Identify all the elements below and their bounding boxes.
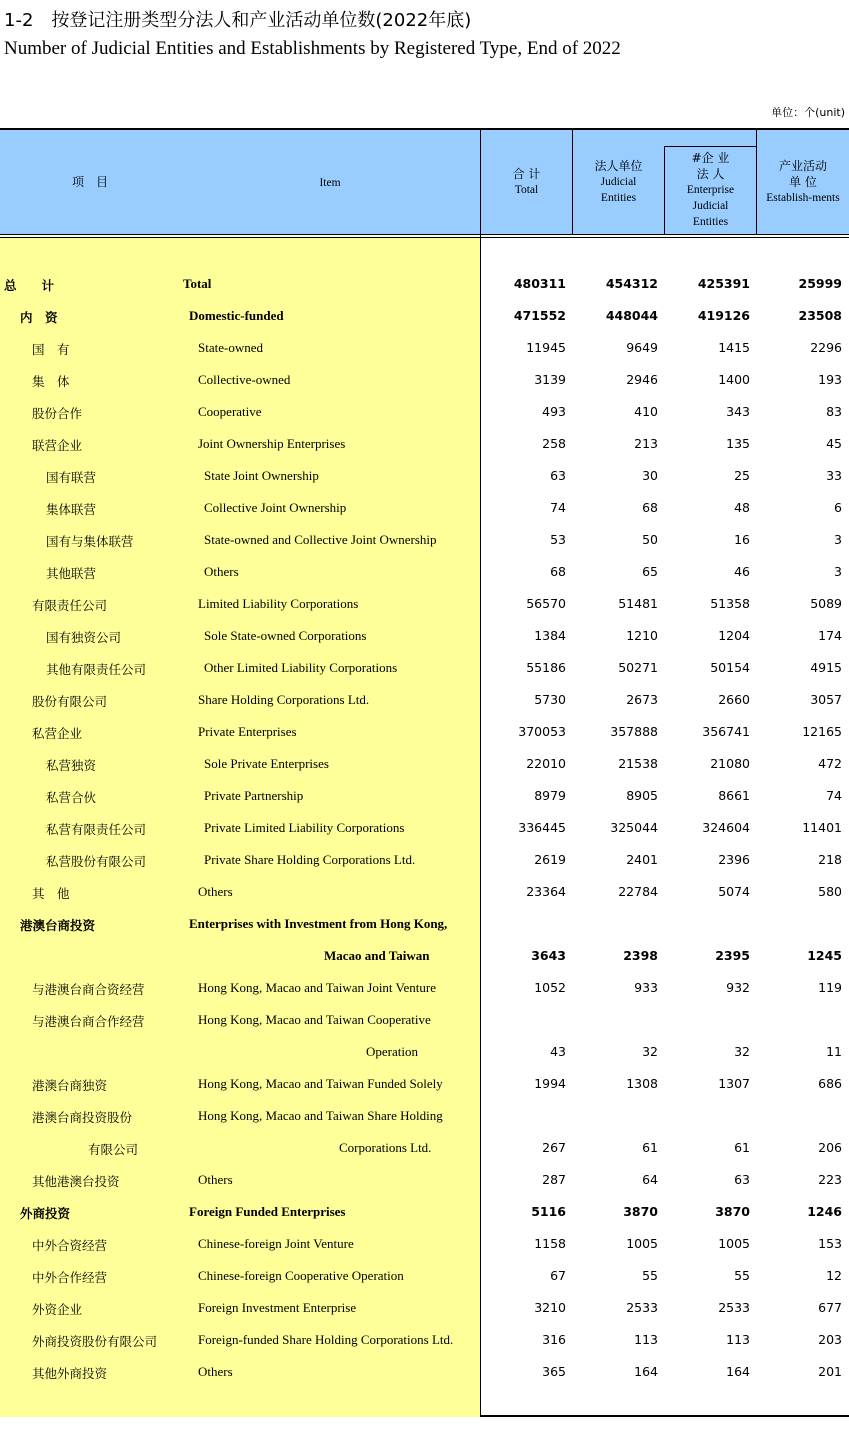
table-row [0,1356,849,1388]
cell-total: 267 [542,1140,566,1155]
table-row [0,1292,849,1324]
cell-total: 287 [542,1172,566,1187]
cell-enterprise-judicial-entities: 48 [734,500,750,515]
table-row [0,1100,849,1132]
cell-total: 3643 [531,948,566,963]
cell-judicial-entities: 454312 [605,276,658,291]
header-judicial: 法人单位 Judicial Entities [594,159,643,204]
row-label-en: State-owned [198,340,263,355]
cell-establishments: 25999 [798,276,842,291]
row-label-cn: 内 资 [20,310,58,325]
row-label-cn: 其他外商投资 [32,1366,108,1381]
row-label-cn: 国 有 [32,342,70,357]
row-label-en: Joint Ownership Enterprises [198,436,346,451]
cell-enterprise-judicial-entities: 8661 [718,788,750,803]
cell-total: 3210 [534,1300,566,1315]
cell-establishments: 174 [818,628,842,643]
row-label-en: Private Share Holding Corporations Ltd. [204,852,416,867]
cell-judicial-entities: 21538 [618,756,658,771]
cell-total: 5730 [534,692,566,707]
row-label-en: Others [198,884,233,899]
row-label-cn: 股份合作 [32,406,83,421]
row-label-en: Others [204,564,239,579]
row-label-cn: 联营企业 [32,438,83,453]
cell-enterprise-judicial-entities: 113 [726,1332,750,1347]
table-row [0,940,849,972]
cell-enterprise-judicial-entities: 135 [726,436,750,451]
table-row [0,396,849,428]
table-row [0,972,849,1004]
cell-total: 2619 [534,852,566,867]
table-row [0,300,849,332]
table-row [0,588,849,620]
row-label-cn: 外商投资股份有限公司 [32,1334,158,1349]
row-label-en: Private Limited Liability Corporations [204,820,405,835]
cell-judicial-entities: 55 [642,1268,658,1283]
cell-judicial-entities: 325044 [610,820,658,835]
cell-enterprise-judicial-entities: 419126 [697,308,750,323]
table-row [0,556,849,588]
table-row [0,268,849,300]
cell-total: 493 [542,404,566,419]
cell-enterprise-judicial-entities: 32 [734,1044,750,1059]
cell-total: 23364 [526,884,566,899]
row-label-en: Limited Liability Corporations [198,596,359,611]
cell-total: 258 [542,436,566,451]
row-label-cn: 集 体 [32,374,70,389]
table-row [0,876,849,908]
table-row [0,1260,849,1292]
row-label-cn: 私营股份有限公司 [46,854,147,869]
row-label-en: Hong Kong, Macao and Taiwan Joint Venture [198,980,436,995]
table-row [0,364,849,396]
cell-judicial-entities: 64 [642,1172,658,1187]
row-label-cn: 私营合伙 [46,790,97,805]
cell-enterprise-judicial-entities: 356741 [702,724,750,739]
cell-enterprise-judicial-entities: 1415 [718,340,750,355]
cell-establishments: 119 [818,980,842,995]
cell-judicial-entities: 32 [642,1044,658,1059]
cell-enterprise-judicial-entities: 2533 [718,1300,750,1315]
table-row [0,1324,849,1356]
cell-establishments: 201 [818,1364,842,1379]
cell-enterprise-judicial-entities: 3870 [715,1204,750,1219]
table-row [0,428,849,460]
cell-judicial-entities: 1308 [626,1076,658,1091]
page-title-chinese: 1-2 按登记注册类型分法人和产业活动单位数(2022年底) [4,10,472,31]
cell-total: 53 [550,532,566,547]
cell-enterprise-judicial-entities: 25 [734,468,750,483]
row-label-en: Foreign Investment Enterprise [198,1300,357,1315]
cell-establishments: 11401 [802,820,842,835]
cell-judicial-entities: 1210 [626,628,658,643]
cell-establishments: 1245 [807,948,842,963]
cell-establishments: 11 [826,1044,842,1059]
cell-judicial-entities: 2398 [623,948,658,963]
row-label-cn: 中外合资经营 [32,1238,108,1253]
cell-establishments: 6 [834,500,842,515]
table-row [0,620,849,652]
cell-enterprise-judicial-entities: 51358 [710,596,750,611]
header-total: 合 计 Total [512,167,541,196]
table-row [0,1036,849,1068]
row-label-en: Enterprises with Investment from Hong Kong, [189,916,448,931]
cell-judicial-entities: 3870 [623,1204,658,1219]
cell-establishments: 23508 [798,308,842,323]
row-label-en: Share Holding Corporations Ltd. [198,692,370,707]
cell-establishments: 206 [818,1140,842,1155]
table-row [0,1004,849,1036]
row-label-cn: 其 他 [32,886,70,901]
cell-enterprise-judicial-entities: 1400 [718,372,750,387]
row-label-cn: 股份有限公司 [32,694,108,709]
cell-enterprise-judicial-entities: 21080 [710,756,750,771]
row-label-cn: 私营独资 [46,758,97,773]
row-label-en: Collective Joint Ownership [204,500,347,515]
cell-judicial-entities: 8905 [626,788,658,803]
cell-establishments: 2296 [810,340,842,355]
header-item-cn: 项 目 [71,175,108,189]
table-row [0,844,849,876]
cell-judicial-entities: 50 [642,532,658,547]
cell-total: 1384 [534,628,566,643]
cell-enterprise-judicial-entities: 2660 [718,692,750,707]
row-label-en: Corporations Ltd. [339,1140,432,1155]
cell-judicial-entities: 61 [642,1140,658,1155]
table-row [0,1196,849,1228]
cell-establishments: 74 [826,788,842,803]
cell-enterprise-judicial-entities: 425391 [697,276,750,291]
table-row [0,1228,849,1260]
cell-establishments: 4915 [810,660,842,675]
cell-establishments: 12 [826,1268,842,1283]
cell-establishments: 83 [826,404,842,419]
row-label-cn: 私营有限责任公司 [46,822,147,837]
cell-enterprise-judicial-entities: 1204 [718,628,750,643]
row-label-cn: 外商投资 [20,1206,71,1221]
row-label-cn: 港澳台商投资 [20,918,96,933]
row-label-en: Private Enterprises [198,724,297,739]
row-label-cn: 私营企业 [32,726,83,741]
cell-establishments: 677 [818,1300,842,1315]
table-row [0,748,849,780]
table-row [0,684,849,716]
row-label-en: Operation [366,1044,418,1059]
cell-judicial-entities: 68 [642,500,658,515]
cell-enterprise-judicial-entities: 55 [734,1268,750,1283]
row-label-cn: 国有独资公司 [46,630,122,645]
row-label-en: Sole State-owned Corporations [204,628,367,643]
cell-enterprise-judicial-entities: 2395 [715,948,750,963]
cell-judicial-entities: 9649 [626,340,658,355]
row-label-cn: 其他有限责任公司 [46,662,147,677]
cell-total: 8979 [534,788,566,803]
cell-enterprise-judicial-entities: 16 [734,532,750,547]
row-label-cn: 港澳台商投资股份 [32,1110,133,1125]
cell-judicial-entities: 164 [634,1364,658,1379]
cell-total: 55186 [526,660,566,675]
row-label-en: Private Partnership [204,788,304,803]
cell-total: 1052 [534,980,566,995]
cell-total: 56570 [526,596,566,611]
cell-total: 11945 [526,340,566,355]
row-label-en: Chinese-foreign Joint Venture [198,1236,354,1251]
cell-establishments: 223 [818,1172,842,1187]
cell-enterprise-judicial-entities: 324604 [702,820,750,835]
row-label-en: Hong Kong, Macao and Taiwan Cooperative [198,1012,431,1027]
cell-judicial-entities: 2673 [626,692,658,707]
cell-total: 22010 [526,756,566,771]
table-row [0,524,849,556]
row-label-cn: 总 计 [4,278,55,293]
cell-total: 1994 [534,1076,566,1091]
cell-establishments: 3057 [810,692,842,707]
cell-enterprise-judicial-entities: 61 [734,1140,750,1155]
enterprise-subheader-rule [664,146,756,147]
cell-judicial-entities: 213 [634,436,658,451]
cell-total: 480311 [513,276,566,291]
row-label-en: Macao and Taiwan [324,948,430,963]
row-label-cn: 有限公司 [88,1142,139,1157]
cell-enterprise-judicial-entities: 50154 [710,660,750,675]
row-label-cn: 港澳台商独资 [32,1078,108,1093]
cell-judicial-entities: 2401 [626,852,658,867]
cell-judicial-entities: 50271 [618,660,658,675]
row-label-en: Others [198,1364,233,1379]
cell-enterprise-judicial-entities: 46 [734,564,750,579]
row-label-en: Other Limited Liability Corporations [204,660,398,675]
cell-establishments: 472 [818,756,842,771]
row-label-en: Foreign Funded Enterprises [189,1204,346,1219]
cell-total: 370053 [518,724,566,739]
header-double-rule [0,237,849,238]
cell-total: 336445 [518,820,566,835]
header-item-en: Item [319,177,341,189]
cell-total: 74 [550,500,566,515]
cell-establishments: 218 [818,852,842,867]
table-row [0,652,849,684]
cell-total: 471552 [513,308,566,323]
cell-establishments: 33 [826,468,842,483]
table-row [0,1164,849,1196]
row-label-en: Hong Kong, Macao and Taiwan Share Holding [198,1108,443,1123]
table-row [0,716,849,748]
cell-judicial-entities: 410 [634,404,658,419]
cell-enterprise-judicial-entities: 343 [726,404,750,419]
row-label-en: Foreign-funded Share Holding Corporations Ltd. [198,1332,454,1347]
cell-judicial-entities: 357888 [610,724,658,739]
cell-judicial-entities: 113 [634,1332,658,1347]
cell-establishments: 153 [818,1236,842,1251]
cell-judicial-entities: 65 [642,564,658,579]
cell-total: 365 [542,1364,566,1379]
cell-judicial-entities: 2946 [626,372,658,387]
row-label-cn: 有限责任公司 [32,598,108,613]
cell-enterprise-judicial-entities: 932 [726,980,750,995]
row-label-cn: 国有联营 [46,470,97,485]
cell-establishments: 580 [818,884,842,899]
page-title-english: Number of Judicial Entities and Establishments by Registered Type, End of 2022 [4,38,621,59]
cell-total: 1158 [534,1236,566,1251]
header-establishments: 产业活动 单 位 Establish-ments [766,159,840,204]
cell-total: 67 [550,1268,566,1283]
cell-establishments: 203 [818,1332,842,1347]
cell-enterprise-judicial-entities: 2396 [718,852,750,867]
cell-enterprise-judicial-entities: 5074 [718,884,750,899]
cell-total: 5116 [531,1204,566,1219]
header-enterprise: #企 业 法 人 Enterprise Judicial Entities [686,151,735,228]
cell-establishments: 3 [834,564,842,579]
table-row [0,332,849,364]
cell-judicial-entities: 51481 [618,596,658,611]
cell-total: 3139 [534,372,566,387]
row-label-en: Others [198,1172,233,1187]
cell-total: 43 [550,1044,566,1059]
header-bottom-rule [0,234,849,235]
table-row [0,1068,849,1100]
cell-judicial-entities: 22784 [618,884,658,899]
cell-enterprise-judicial-entities: 63 [734,1172,750,1187]
cell-establishments: 686 [818,1076,842,1091]
row-label-en: Total [183,276,212,291]
row-label-en: State Joint Ownership [204,468,319,483]
cell-enterprise-judicial-entities: 1307 [718,1076,750,1091]
table-row [0,812,849,844]
table-row [0,780,849,812]
row-label-cn: 其他联营 [46,566,97,581]
cell-judicial-entities: 2533 [626,1300,658,1315]
statistics-table [0,128,849,1417]
row-label-cn: 其他港澳台投资 [32,1174,120,1189]
row-label-en: Cooperative [198,404,262,419]
cell-total: 63 [550,468,566,483]
cell-total: 316 [542,1332,566,1347]
table-row [0,492,849,524]
table-row [0,460,849,492]
cell-enterprise-judicial-entities: 1005 [718,1236,750,1251]
cell-establishments: 193 [818,372,842,387]
row-label-en: Collective-owned [198,372,291,387]
cell-establishments: 1246 [807,1204,842,1219]
row-label-cn: 中外合作经营 [32,1270,108,1285]
cell-establishments: 5089 [810,596,842,611]
cell-establishments: 3 [834,532,842,547]
row-label-en: Sole Private Enterprises [204,756,329,771]
row-label-cn: 外资企业 [32,1302,83,1317]
row-label-cn: 集体联营 [46,502,97,517]
row-label-cn: 国有与集体联营 [46,534,134,549]
row-label-en: Chinese-foreign Cooperative Operation [198,1268,404,1283]
row-label-en: State-owned and Collective Joint Ownership [204,532,437,547]
cell-judicial-entities: 30 [642,468,658,483]
row-label-cn: 与港澳台商合资经营 [32,982,145,997]
row-label-cn: 与港澳台商合作经营 [32,1014,145,1029]
unit-label: 单位：个(unit) [771,106,845,119]
table-row [0,908,849,940]
cell-judicial-entities: 933 [634,980,658,995]
cell-establishments: 12165 [802,724,842,739]
table-row [0,1132,849,1164]
row-label-en: Hong Kong, Macao and Taiwan Funded Solely [198,1076,443,1091]
cell-enterprise-judicial-entities: 164 [726,1364,750,1379]
cell-judicial-entities: 448044 [605,308,658,323]
cell-total: 68 [550,564,566,579]
row-label-en: Domestic-funded [189,308,284,323]
cell-judicial-entities: 1005 [626,1236,658,1251]
cell-establishments: 45 [826,436,842,451]
